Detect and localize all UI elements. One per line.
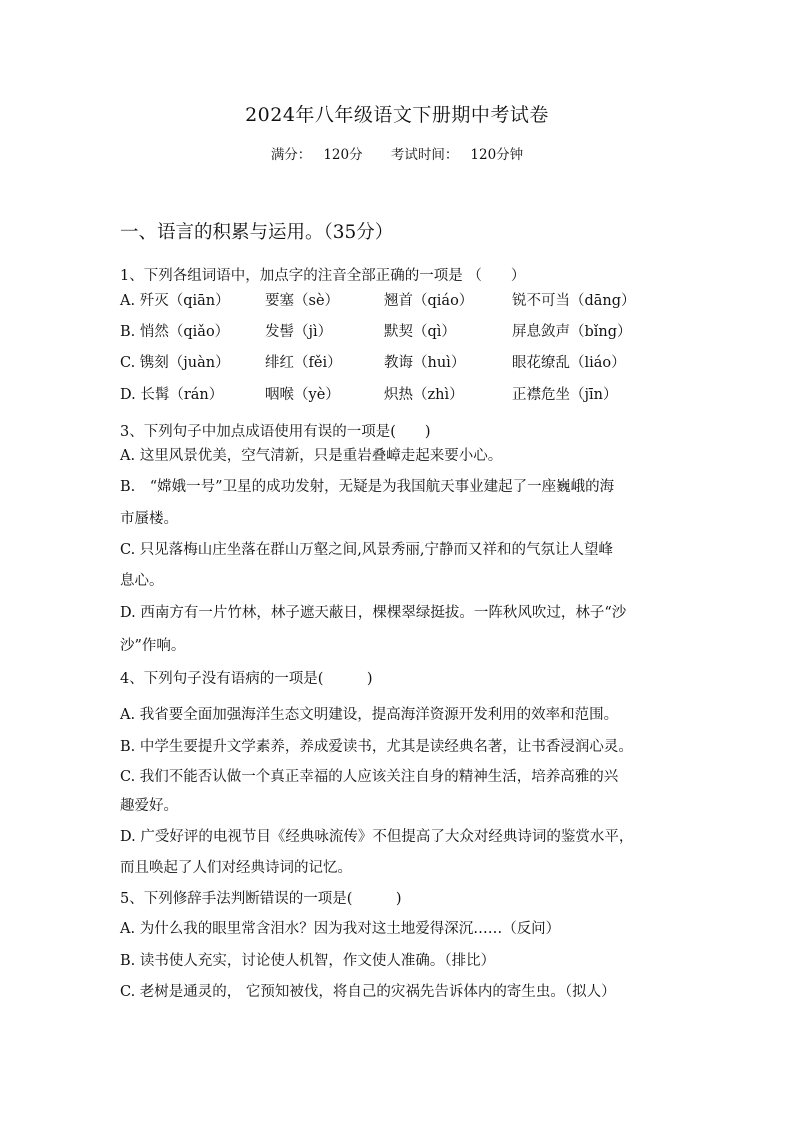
option-cell: 眼花缭乱（liáo） (512, 355, 626, 371)
option-cell: 咽喉（yè） (265, 387, 340, 403)
question-1-stem: 1、下列各组词语中，加点字的注音全部正确的一项是 （ ） (120, 268, 526, 284)
score-value: 120分 (323, 147, 363, 163)
question-4-stem: 4、下列句子没有语病的一项是( ) (120, 671, 373, 687)
question-4-option-c: C. 我们不能否认做一个真正幸福的人应该关注自身的精神生活，培养高雅的兴 (120, 769, 619, 785)
question-3-option-a: A. 这里风景优美，空气清新，只是重岩叠嶂走起来要小心。 (120, 448, 503, 464)
option-cell: 要塞（sè） (265, 293, 340, 309)
question-3-option-b-cont: 市蜃楼。 (120, 511, 178, 527)
option-cell: 默契（qì） (384, 324, 456, 340)
time-label: 考试时间： (390, 147, 459, 163)
option-cell: 教诲（huì） (384, 355, 466, 371)
question-4-option-d: D. 广受好评的电视节目《经典咏流传》不但提高了大众对经典诗词的鉴赏水平， (120, 829, 634, 845)
question-3-option-d-cont: 沙”作响。 (120, 638, 186, 654)
option-cell: B. 悄然（qiǎo） (120, 324, 230, 340)
question-3-option-d: D. 西南方有一片竹林，林子遮天蔽日，棵棵翠绿挺拔。一阵秋风吹过，林子“沙 (120, 605, 627, 621)
question-4-option-b: B. 中学生要提升文学素养，养成爱读书，尤其是读经典名著，让书香浸润心灵。 (120, 739, 633, 755)
option-cell: 炽热（zhì） (384, 387, 464, 403)
exam-info (0, 143, 794, 163)
question-5-option-a: A. 为什么我的眼里常含泪水？因为我对这土地爱得深沉……（反问） (120, 921, 561, 937)
option-cell: 锐不可当（dāng） (512, 293, 636, 309)
question-4-option-d-cont: 而且唤起了人们对经典诗词的记忆。 (120, 860, 352, 876)
question-5-option-b: B. 读书使人充实，讨论使人机智，作文使人准确。（排比） (120, 953, 496, 969)
question-3-option-c-cont: 息心。 (120, 573, 164, 589)
question-4-option-a: A. 我省要全面加强海洋生态文明建设，提高海洋资源开发利用的效率和范围。 (120, 707, 619, 723)
page-title: 2024年八年级语文下册期中考试卷 (245, 104, 549, 126)
option-cell: A. 歼灭（qiān） (120, 293, 230, 309)
option-cell: 正襟危坐（jīn） (512, 387, 618, 403)
time-value: 120分钟 (470, 147, 524, 163)
option-cell: 翘首（qiáo） (384, 293, 474, 309)
score-label: 满分： (270, 147, 312, 163)
question-4-option-c-cont: 趣爱好。 (120, 798, 178, 814)
question-3-option-c: C. 只见落梅山庄坐落在群山万壑之间,风景秀丽,宁静而又祥和的气氛让人望峰 (120, 542, 614, 558)
question-5-stem: 5、下列修辞手法判断错误的一项是( ) (120, 891, 402, 907)
option-cell: 发髻（jì） (265, 324, 333, 340)
option-cell: 屏息敛声（bǐng） (512, 324, 632, 340)
option-cell: 绯红（fěi） (265, 355, 342, 371)
question-3-option-b: B. “嫦娥一号”卫星的成功发射，无疑是为我国航天事业建起了一座巍峨的海 (120, 479, 615, 495)
option-cell: D. 长髯（rán） (120, 387, 224, 403)
question-3-stem: 3、下列句子中加点成语使用有误的一项是( ) (120, 424, 431, 440)
question-5-option-c: C. 老树是通灵的， 它预知被伐，将自己的灾祸先告诉体内的寄生虫。（拟人） (120, 984, 616, 1000)
section-heading: 一、语言的积累与运用。（35分） (120, 222, 394, 243)
option-cell: C. 镌刻（juàn） (120, 355, 230, 371)
